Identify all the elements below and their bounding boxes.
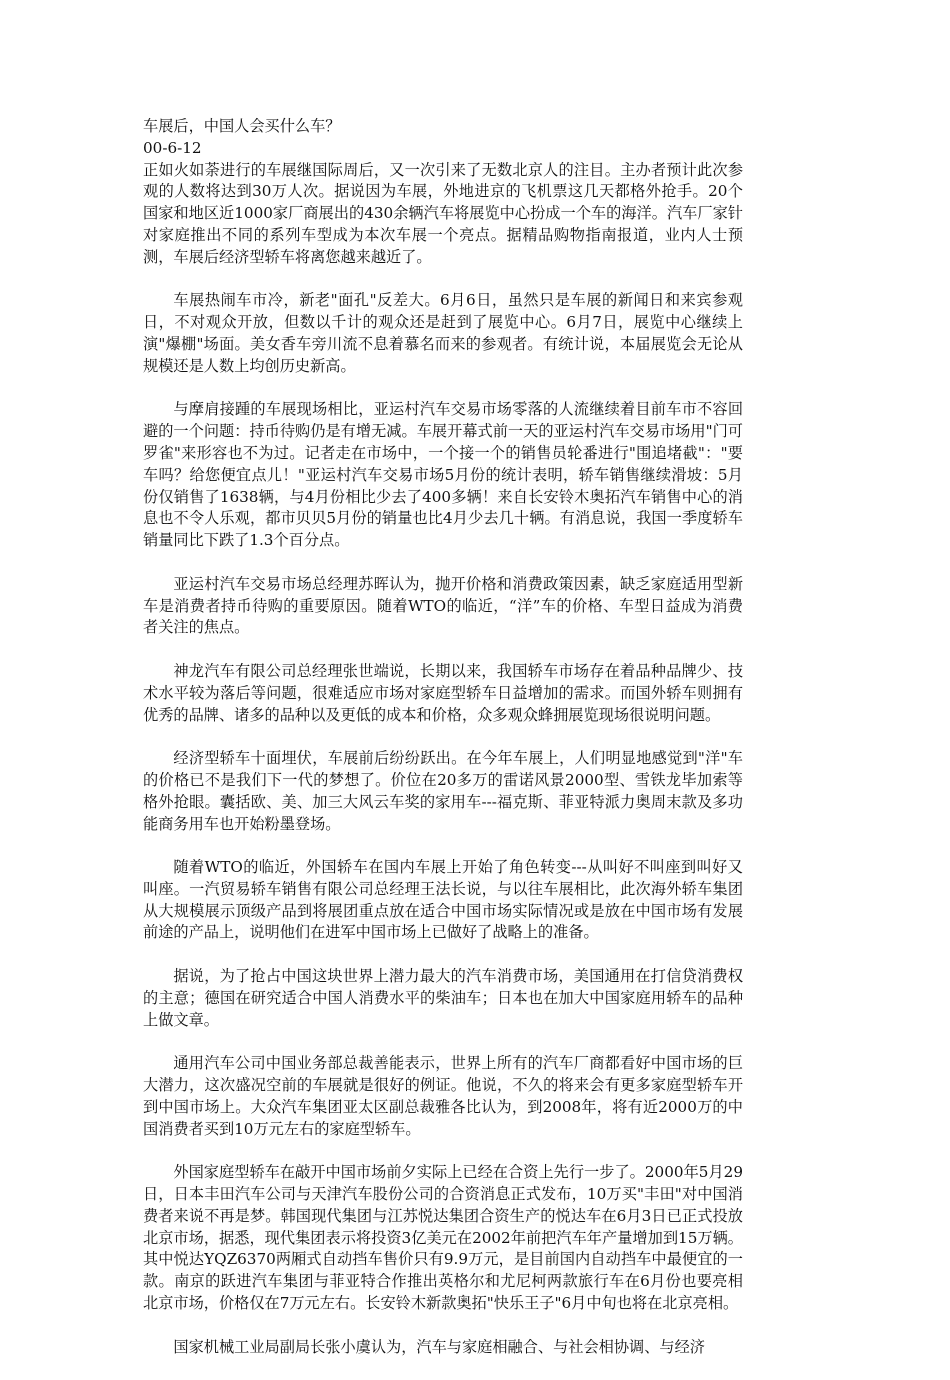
article-date: 00-6-12 — [143, 138, 202, 157]
article-paragraph: 据说，为了抢占中国这块世界上潜力最大的汽车消费市场，美国通用在打信贷消费权的主意；德国在研究适合中国人消费水平的柴油车；日本也在加大中国家庭用轿车的品种上做文章。 — [143, 967, 743, 1029]
article-title: 车展后，中国人会买什么车？ — [143, 117, 341, 135]
article-paragraph: 外国家庭型轿车在敲开中国市场前夕实际上已经在合资上先行一步了。2000年5月29日，日本丰田汽车公司与天津汽车股份公司的合资消息正式发布，10万买"丰田"对中国消费者来说不再是梦。韩国现代集团与江苏悦达集团合资生产的悦达车在6月3日已正式投放北京市场，据悉，现代集团表示将投资3亿美元在2002年前把汽车年产量增加到15万辆。其中悦达YQZ6370两厢式自动挡车售价只有9.9万元，是目前国内自动挡车中最便宜的一款。南京的跃进汽车集团与菲亚特合作推出英格尔和尤尼柯两款旅行车在6月份也要亮相北京市场，价格仅在7万元左右。长安铃木新款奥拓"快乐王子"6月中旬也将在北京亮相。 — [143, 1163, 743, 1313]
article-paragraph: 与摩肩接踵的车展现场相比，亚运村汽车交易市场零落的人流继续着目前车市不容回避的一个问题：持币待购仍是有增无减。车展开幕式前一天的亚运村汽车交易市场用"门可罗雀"来形容也不为过。记者走在市场中，一个接一个的销售员轮番进行"围追堵截"："要车吗？给您便宜点儿！"亚运村汽车交易市场5月份的统计表明，轿车销售继续滑坡：5月份仅销售了1638辆，与4月份相比少去了400多辆！来自长安铃木奥拓汽车销售中心的消息也不令人乐观，都市贝贝5月份的销量也比4月少去几十辆。有消息说，我国一季度轿车销量同比下跌了1.3个百分点。 — [143, 400, 743, 550]
article-paragraph: 随着WTO的临近，外国轿车在国内车展上开始了角色转变---从叫好不叫座到叫好又叫座。一汽贸易轿车销售有限公司总经理王法长说，与以往车展相比，此次海外轿车集团从大规模展示顶级产品到将展团重点放在适合中国市场实际情况或是放在中国市场有发展前途的产品上，说明他们在进军中国市场上已做好了战略上的准备。 — [143, 858, 743, 942]
article-paragraph: 通用汽车公司中国业务部总裁善能表示，世界上所有的汽车厂商都看好中国市场的巨大潜力，这次盛况空前的车展就是很好的例证。他说，不久的将来会有更多家庭型轿车开到中国市场上。大众汽车集团亚太区副总裁雅各比认为，到2008年，将有近2000万的中国消费者买到10万元左右的家庭型轿车。 — [143, 1054, 743, 1138]
article-paragraph: 国家机械工业局副局长张小虞认为，汽车与家庭相融合、与社会相协调、与经济 — [173, 1337, 705, 1356]
article — [143, 116, 743, 1380]
article-paragraph: 正如火如荼进行的车展继国际周后，又一次引来了无数北京人的注目。主办者预计此次参观的人数将达到30万人次。据说因为车展，外地进京的飞机票这几天都格外抢手。20个国家和地区近1000家厂商展出的430余辆汽车将展览中心扮成一个车的海洋。汽车厂家针对家庭推出不同的系列车型成为本次车展一个亮点。据精品购物指南报道，业内人士预测，车展后经济型轿车将离您越来越近了。 — [143, 160, 743, 266]
article-paragraph: 经济型轿车十面埋伏，车展前后纷纷跃出。在今年车展上，人们明显地感觉到"洋"车的价格已不是我们下一代的梦想了。价位在20多万的雷诺风景2000型、雪铁龙毕加索等格外抢眼。囊括欧、美、加三大风云车奖的家用车---福克斯、菲亚特派力奥周末款及多功能商务用车也开始粉墨登场。 — [143, 749, 743, 833]
article-paragraph: 车展热闹车市冷，新老"面孔"反差大。6月6日，虽然只是车展的新闻日和来宾参观日，不对观众开放，但数以千计的观众还是赶到了展览中心。6月7日，展览中心继续上演"爆棚"场面。美女香车旁川流不息着慕名而来的参观者。有统计说，本届展览会无论从规模还是人数上均创历史新高。 — [143, 291, 743, 375]
article-paragraph: 亚运村汽车交易市场总经理苏晖认为，抛开价格和消费政策因素，缺乏家庭适用型新车是消费者持币待购的重要原因。随着WTO的临近，“洋”车的价格、车型日益成为消费者关注的焦点。 — [143, 574, 743, 637]
article-paragraph: 神龙汽车有限公司总经理张世端说，长期以来，我国轿车市场存在着品种品牌少、技术水平较为落后等问题，很难适应市场对家庭型轿车日益增加的需求。而国外轿车则拥有优秀的品牌、诸多的品种以及更低的成本和价格，众多观众蜂拥展览现场很说明问题。 — [143, 661, 743, 724]
